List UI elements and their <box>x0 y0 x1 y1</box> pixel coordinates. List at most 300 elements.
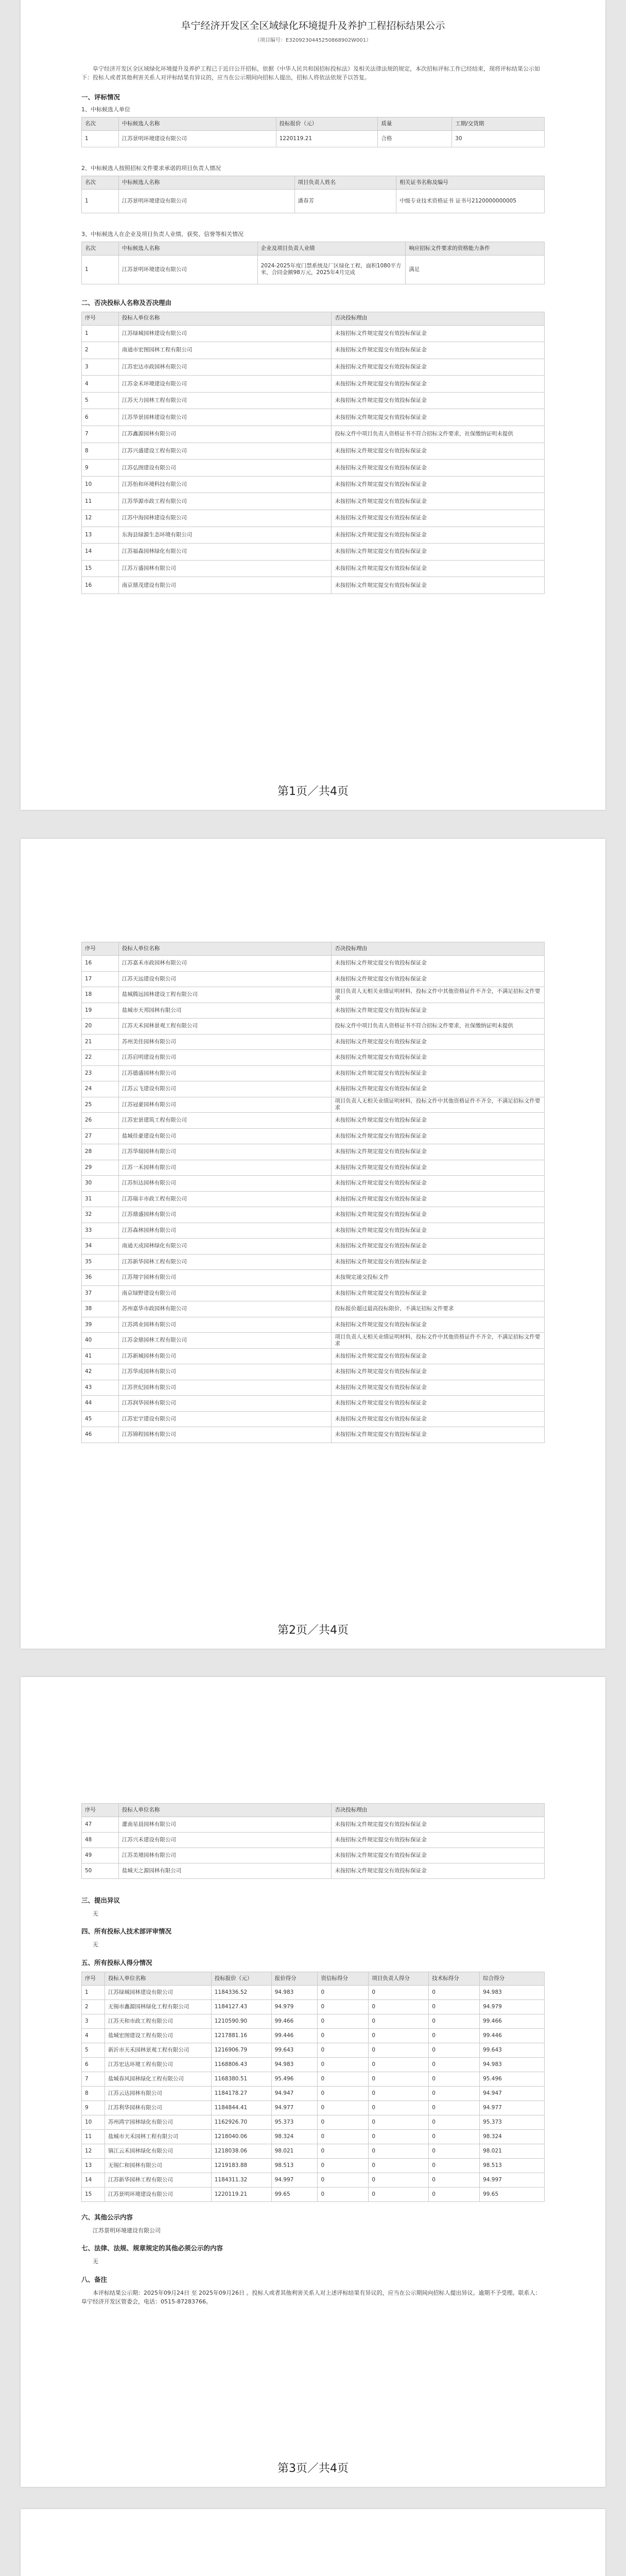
table-cell: 未按招标文件规定提交有效投标保证金 <box>332 1065 545 1081</box>
table-cell: 94.977 <box>271 2100 318 2115</box>
table-row <box>82 956 545 972</box>
table-cell: 0 <box>369 1999 429 2014</box>
document-page-4 <box>21 2509 605 2576</box>
table-cell: 13 <box>82 527 119 544</box>
table-cell: 19 <box>82 1003 119 1019</box>
table-cell: 未按招标文件规定提交有效投标保证金 <box>332 1003 545 1019</box>
table-cell: 0 <box>318 2100 369 2115</box>
table-cell: 0 <box>429 2115 480 2129</box>
table-row <box>82 1144 545 1160</box>
column-header: 项目负责人姓名 <box>294 176 396 189</box>
table-cell: 江苏一禾园林有限公司 <box>118 1160 332 1176</box>
table-row <box>82 1333 545 1349</box>
table-cell: 98.324 <box>271 2129 318 2144</box>
table-cell: 江苏华源市政工程有限公司 <box>118 493 332 510</box>
table-header-row <box>82 942 545 956</box>
table-cell: 盐城春风园林绿化工程有限公司 <box>105 2072 211 2086</box>
table-cell: 盐城天之源园林有限公司 <box>118 1863 332 1879</box>
table-cell: 95.373 <box>271 2115 318 2129</box>
table-cell: 江苏华瑞园林有限公司 <box>118 1144 332 1160</box>
table-cell: 江苏鼎盛园林有限公司 <box>118 1207 332 1223</box>
table-cell: 江苏绿城园林建设有限公司 <box>105 1985 211 1999</box>
section-heading-1: 一、评标情况 <box>81 93 120 101</box>
table-cell: 0 <box>429 2086 480 2100</box>
table-cell: 0 <box>369 2086 429 2100</box>
table-cell: 江苏鸿业园林有限公司 <box>118 1317 332 1333</box>
table-cell: 24 <box>82 1081 119 1097</box>
table-cell: 盐城市天邦园林有限公司 <box>118 1003 332 1019</box>
table-cell: 未按招标文件规定提交有效投标保证金 <box>332 1144 545 1160</box>
table-cell: 0 <box>318 2057 369 2072</box>
table-cell: 1162926.70 <box>211 2115 271 2129</box>
table-cell: 投标文件中项目负责人资格证书不符合招标文件要求，社保缴纳证明未提供 <box>332 1019 545 1035</box>
table-cell: 江苏景明环境建设有限公司 <box>105 2187 211 2201</box>
table-row <box>82 1833 545 1848</box>
table-cell: 31 <box>82 1191 119 1207</box>
table-cell: 江苏冠豪园林有限公司 <box>118 1097 332 1113</box>
table-cell: 0 <box>369 2100 429 2115</box>
table-cell: 未按招标文件规定提交有效投标保证金 <box>332 1364 545 1380</box>
table-cell: 12 <box>82 510 119 527</box>
table-cell: 14 <box>82 544 119 561</box>
table-cell: 江苏新华园林工程有限公司 <box>105 2173 211 2187</box>
table-cell: 98.324 <box>480 2129 545 2144</box>
table-cell: 20 <box>82 1019 119 1035</box>
table-row <box>82 560 545 577</box>
table-cell: 9 <box>82 460 119 477</box>
document-page-2 <box>21 839 605 1649</box>
table-cell: 94.947 <box>480 2086 545 2100</box>
table-cell: 94.983 <box>271 1985 318 1999</box>
table-cell: 32 <box>82 1207 119 1223</box>
table-row <box>82 1065 545 1081</box>
table-cell: 35 <box>82 1254 119 1270</box>
table-cell: 5 <box>82 392 119 409</box>
table-cell: 未按招标文件规定提交有效投标保证金 <box>332 1285 545 1301</box>
table-row <box>82 1254 545 1270</box>
table-cell: 南京绿野建设有限公司 <box>118 1285 332 1301</box>
table-cell: 无锡市鑫源园林绿化工程有限公司 <box>105 1999 211 2014</box>
table-row <box>82 1348 545 1364</box>
table-row <box>82 1003 545 1019</box>
page-number-3: 第3页／共4页 <box>277 2462 349 2475</box>
table-row <box>82 325 545 342</box>
table-cell: 江苏华成园林有限公司 <box>118 1364 332 1380</box>
column-header: 综合得分 <box>480 1972 545 1985</box>
table-row <box>82 493 545 510</box>
project-manager-table <box>81 176 545 213</box>
table-cell: 99.466 <box>271 2014 318 2028</box>
section-heading-8: 八、备注 <box>81 2275 108 2283</box>
table-row <box>82 2115 545 2129</box>
table-cell: 94.979 <box>480 1999 545 2014</box>
table-cell: 2 <box>82 1999 105 2014</box>
table-cell: 0 <box>429 2158 480 2173</box>
table-row <box>82 255 545 284</box>
table-cell: 2024-2025年度门禁系统及厂区绿化工程，面积1080平方米，合同金额98万元，2025年4月完成 <box>257 255 406 284</box>
table-cell: 0 <box>318 2115 369 2129</box>
table-cell: 1168380.51 <box>211 2072 271 2086</box>
table-cell: 18 <box>82 987 119 1003</box>
table-cell: 未按招标文件规定提交有效投标保证金 <box>332 1427 545 1443</box>
table-cell: 94.983 <box>271 2057 318 2072</box>
table-cell: 30 <box>82 1176 119 1192</box>
table-cell: 江苏金鼎园林工程有限公司 <box>118 1333 332 1349</box>
column-header: 投标人单位名称 <box>118 942 332 956</box>
table-row <box>82 1019 545 1035</box>
table-cell: 17 <box>82 971 119 987</box>
table-cell: 42 <box>82 1364 119 1380</box>
table-cell: 项目负责人无相关业绩证明材料，投标文件中其他资格证件不齐全，不满足招标文件要求 <box>332 1333 545 1349</box>
table-cell: 7 <box>82 2072 105 2086</box>
table-cell: 江苏金禾环境建设有限公司 <box>118 376 332 393</box>
rejected-bidders-table-part-2 <box>81 942 545 1443</box>
table-row <box>82 1207 545 1223</box>
table-cell: 30 <box>452 130 545 147</box>
table-cell: 未按招标文件规定提交有效投标保证金 <box>332 325 545 342</box>
table-cell: 江苏宏达环境工程有限公司 <box>105 2057 211 2072</box>
table-cell: 未按招标文件规定提交有效投标保证金 <box>332 1176 545 1192</box>
table-cell: 43 <box>82 1380 119 1396</box>
table-cell: 未按招标文件规定提交有效投标保证金 <box>332 560 545 577</box>
table-cell: 50 <box>82 1863 119 1879</box>
table-cell: 江苏绿城园林建设有限公司 <box>118 325 332 342</box>
column-header: 技术标得分 <box>429 1972 480 1985</box>
table-cell: 未按招标文件规定提交有效投标保证金 <box>332 1160 545 1176</box>
table-cell: 3 <box>82 359 119 376</box>
table-row <box>82 577 545 594</box>
table-cell: 38 <box>82 1301 119 1317</box>
table-cell: 0 <box>318 2043 369 2057</box>
table-cell: 江苏宏景建筑工程有限公司 <box>118 1113 332 1129</box>
table-cell: 投标文件中项目负责人资格证书不符合招标文件要求，社保缴纳证明未提供 <box>332 426 545 443</box>
column-header: 投标报价（元） <box>276 117 378 130</box>
table-cell: 95.496 <box>271 2072 318 2086</box>
table-cell: 0 <box>318 1985 369 1999</box>
table-cell: 33 <box>82 1223 119 1239</box>
table-cell: 1184844.41 <box>211 2100 271 2115</box>
table-row <box>82 189 545 213</box>
table-cell: 1220119.21 <box>211 2187 271 2201</box>
table-cell: 1218038.06 <box>211 2144 271 2158</box>
table-cell: 盐城宏图建设工程有限公司 <box>105 2028 211 2043</box>
table-cell: 10 <box>82 476 119 493</box>
column-header: 工期/交货期 <box>452 117 545 130</box>
table-row <box>82 1863 545 1879</box>
section-heading-2: 二、否决投标人名称及否决理由 <box>81 298 172 307</box>
table-cell: 未按招标文件规定提交有效投标保证金 <box>332 1191 545 1207</box>
table-row <box>82 1317 545 1333</box>
table-cell: 15 <box>82 2187 105 2201</box>
table-cell: 江苏嘉禾市政园林有限公司 <box>118 956 332 972</box>
table-cell: 江苏新华园林工程有限公司 <box>118 1254 332 1270</box>
table-cell: 江苏景明环境建设有限公司 <box>118 189 294 213</box>
table-row <box>82 2043 545 2057</box>
table-cell: 34 <box>82 1239 119 1255</box>
table-row <box>82 527 545 544</box>
table-cell: 未按招标文件规定提交有效投标保证金 <box>332 1380 545 1396</box>
page-number-1: 第1页／共4页 <box>277 785 349 798</box>
table-row <box>82 376 545 393</box>
table-cell: 0 <box>429 1999 480 2014</box>
table-cell: 未按招标文件规定提交有效投标保证金 <box>332 1396 545 1412</box>
table-row <box>82 2100 545 2115</box>
table-cell: 项目负责人无相关业绩证明材料，投标文件中其他资格证件不齐全，不满足招标文件要求 <box>332 987 545 1003</box>
column-header: 中标候选人名称 <box>118 242 257 255</box>
column-header: 中标候选人名称 <box>118 117 276 130</box>
table-cell: 未按招标文件规定提交有效投标保证金 <box>332 392 545 409</box>
column-header: 投标人单位名称 <box>105 1972 211 1985</box>
table-cell: 26 <box>82 1113 119 1129</box>
table-cell: 潘春芳 <box>294 189 396 213</box>
table-cell: 项目负责人无相关业绩证明材料，投标文件中其他资格证件不齐全，不满足招标文件要求 <box>332 1097 545 1113</box>
table-cell: 盐城市天禾园林工程有限公司 <box>105 2129 211 2144</box>
table-cell: 49 <box>82 1848 119 1863</box>
table-row <box>82 1817 545 1833</box>
table-cell: 48 <box>82 1833 119 1848</box>
table-cell: 0 <box>369 1985 429 1999</box>
table-cell: 江苏云达园林有限公司 <box>105 2086 211 2100</box>
table-cell: 99.466 <box>480 2014 545 2028</box>
table-cell: 江苏鑫源园林有限公司 <box>118 426 332 443</box>
table-row <box>82 1270 545 1286</box>
table-cell: 0 <box>369 2043 429 2057</box>
table-row <box>82 1364 545 1380</box>
table-cell: 江苏天力园林工程有限公司 <box>118 392 332 409</box>
section-8-text: 本评标结果公示期：2025年09月24日 至 2025年09月26日 。投标人或者其他利害关系人对上述评标结果有异议的，应当在公示期间向招标人提出异议。逾期不予受理。联系人：阜宁经济开发区管委会，电话：0515-87283766。 <box>81 2289 541 2306</box>
table-cell: 1217881.16 <box>211 2028 271 2043</box>
table-cell: 0 <box>369 2057 429 2072</box>
table-cell: 94.947 <box>271 2086 318 2100</box>
table-row <box>82 426 545 443</box>
table-row <box>82 409 545 426</box>
table-cell: 未按招标文件规定提交有效投标保证金 <box>332 971 545 987</box>
document-page-1 <box>21 0 605 810</box>
table-cell: 灌南星晨园林有限公司 <box>118 1817 332 1833</box>
table-cell: 6 <box>82 2057 105 2072</box>
table-cell: 1219183.88 <box>211 2158 271 2173</box>
table-row <box>82 2028 545 2043</box>
table-cell: 未按招标文件规定提交有效投标保证金 <box>332 1833 545 1848</box>
table-cell: 98.513 <box>480 2158 545 2173</box>
section-4-text: 无 <box>93 1941 98 1948</box>
column-header: 企业及项目负责人业绩 <box>257 242 406 255</box>
table-cell: 0 <box>429 2187 480 2201</box>
table-cell: 1168806.43 <box>211 2057 271 2072</box>
table-cell: 江苏兴盛建设工程有限公司 <box>118 443 332 460</box>
column-header: 项目负责人得分 <box>369 1972 429 1985</box>
table-row <box>82 1050 545 1066</box>
table-row <box>82 510 545 527</box>
table-cell: 0 <box>369 2129 429 2144</box>
table-row <box>82 1191 545 1207</box>
table-row <box>82 476 545 493</box>
table-cell: 1210590.90 <box>211 2014 271 2028</box>
table-row <box>82 1985 545 1999</box>
table-cell: 未按招标文件规定提交有效投标保证金 <box>332 1317 545 1333</box>
table-header-row <box>82 176 545 189</box>
table-row <box>82 2144 545 2158</box>
table-cell: 39 <box>82 1317 119 1333</box>
table-cell: 0 <box>369 2144 429 2158</box>
table-cell: 未按招标文件规定提交有效投标保证金 <box>332 460 545 477</box>
table-cell: 未按招标文件规定提交有效投标保证金 <box>332 1863 545 1879</box>
table-cell: 未按招标文件规定提交有效投标保证金 <box>332 577 545 594</box>
table-cell: 94.979 <box>271 1999 318 2014</box>
table-cell: 江苏华景园林建设有限公司 <box>118 409 332 426</box>
table-cell: 46 <box>82 1427 119 1443</box>
table-cell: 13 <box>82 2158 105 2173</box>
table-cell: 江苏福森园林绿化有限公司 <box>118 544 332 561</box>
table-cell: 0 <box>429 2144 480 2158</box>
table-cell: 江苏宏宇建设有限公司 <box>118 1411 332 1427</box>
table-row <box>82 359 545 376</box>
table-row <box>82 1411 545 1427</box>
table-cell: 江苏森林园林有限公司 <box>118 1223 332 1239</box>
table-cell: 1 <box>82 1985 105 1999</box>
table-cell: 1220119.21 <box>276 130 378 147</box>
table-cell: 苏州鸿宇园林绿化有限公司 <box>105 2115 211 2129</box>
table-cell: 0 <box>318 2028 369 2043</box>
table-cell: 0 <box>429 2043 480 2057</box>
table-row <box>82 2129 545 2144</box>
table-cell: 未按招标文件规定提交有效投标保证金 <box>332 510 545 527</box>
subheading-1-3: 3、中标候选人在企业及项目负责人业绩、获奖、信誉等相关情况 <box>81 230 244 238</box>
document-title: 阜宁经济开发区全区域绿化环境提升及养护工程招标结果公示 <box>181 20 445 31</box>
table-row <box>82 443 545 460</box>
section-heading-5: 五、所有投标人得分情况 <box>81 1958 152 1967</box>
table-cell: 江苏天和市政工程有限公司 <box>105 2014 211 2028</box>
table-row <box>82 1239 545 1255</box>
table-cell: 未按招标文件规定提交有效投标保证金 <box>332 1113 545 1129</box>
table-cell: 南通天成园林绿化有限公司 <box>118 1239 332 1255</box>
table-cell: 47 <box>82 1817 119 1833</box>
table-cell: 37 <box>82 1285 119 1301</box>
table-row <box>82 1176 545 1192</box>
table-cell: 江苏景明环境建设有限公司 <box>118 255 257 284</box>
table-row <box>82 987 545 1003</box>
table-cell: 0 <box>369 2187 429 2201</box>
table-cell: 未按招标文件规定提交有效投标保证金 <box>332 1223 545 1239</box>
table-cell: 未按招标文件规定提交有效投标保证金 <box>332 1254 545 1270</box>
column-header: 序号 <box>82 1972 105 1985</box>
table-row <box>82 342 545 359</box>
table-row <box>82 2187 545 2201</box>
table-cell: 21 <box>82 1034 119 1050</box>
table-cell: 投标报价超过最高投标限价，不满足招标文件要求 <box>332 1301 545 1317</box>
subheading-1-2: 2、中标候选人按照招标文件要求承诺的项目负责人情况 <box>81 164 221 172</box>
table-cell: 江苏德盛园林有限公司 <box>118 1065 332 1081</box>
table-cell: 4 <box>82 2028 105 2043</box>
table-cell: 未按招标文件规定提交有效投标保证金 <box>332 1817 545 1833</box>
table-cell: 22 <box>82 1050 119 1066</box>
table-cell: 0 <box>429 2100 480 2115</box>
table-cell: 苏州美佳园林有限公司 <box>118 1034 332 1050</box>
table-cell: 98.021 <box>271 2144 318 2158</box>
column-header: 投标人单位名称 <box>118 312 332 325</box>
table-cell: 0 <box>429 2057 480 2072</box>
table-row <box>82 544 545 561</box>
table-cell: 1 <box>82 325 119 342</box>
column-header: 名次 <box>82 117 119 130</box>
table-cell: 江苏利华园林有限公司 <box>105 2100 211 2115</box>
column-header: 报价得分 <box>271 1972 318 1985</box>
project-code: （项目编号：E3209230445250868902W001） <box>254 37 372 43</box>
table-cell: 94.997 <box>480 2173 545 2187</box>
table-row <box>82 1160 545 1176</box>
candidate-table <box>81 117 545 147</box>
table-cell: 40 <box>82 1333 119 1349</box>
table-cell: 6 <box>82 409 119 426</box>
table-cell: 南通市宏图园林工程有限公司 <box>118 342 332 359</box>
table-cell: 未按招标文件规定提交有效投标保证金 <box>332 493 545 510</box>
rejected-bidders-table-part-3 <box>81 1803 545 1879</box>
subheading-1-1: 1、中标候选人单位 <box>81 106 130 113</box>
table-cell: 2 <box>82 342 119 359</box>
table-cell: 11 <box>82 2129 105 2144</box>
column-header: 名次 <box>82 176 119 189</box>
table-row <box>82 2086 545 2100</box>
table-cell: 4 <box>82 376 119 393</box>
table-header-row <box>82 312 545 325</box>
table-row <box>82 2173 545 2187</box>
performance-table <box>81 242 545 284</box>
table-cell: 江苏启明建设有限公司 <box>118 1050 332 1066</box>
table-cell: 江苏天远建设有限公司 <box>118 971 332 987</box>
table-cell: 0 <box>369 2072 429 2086</box>
table-cell: 盐城腾远园林建设工程有限公司 <box>118 987 332 1003</box>
table-cell: 江苏天禾园林景观工程有限公司 <box>118 1019 332 1035</box>
table-cell: 99.65 <box>480 2187 545 2201</box>
table-cell: 11 <box>82 493 119 510</box>
table-cell: 满足 <box>406 255 545 284</box>
table-cell: 12 <box>82 2144 105 2158</box>
table-cell: 99.446 <box>271 2028 318 2043</box>
table-cell: 未按招标文件规定提交有效投标保证金 <box>332 359 545 376</box>
table-row <box>82 1427 545 1443</box>
table-cell: 94.997 <box>271 2173 318 2187</box>
table-cell: 江苏宏达市政园林有限公司 <box>118 359 332 376</box>
table-row <box>82 460 545 477</box>
table-row <box>82 130 545 147</box>
table-row <box>82 1285 545 1301</box>
rejected-bidders-table-part-1 <box>81 312 545 595</box>
table-cell: 23 <box>82 1065 119 1081</box>
section-6-text: 江苏景明环境建设有限公司 <box>93 2227 161 2234</box>
table-cell: 5 <box>82 2043 105 2057</box>
table-cell: 25 <box>82 1097 119 1113</box>
table-header-row <box>82 117 545 130</box>
table-cell: 41 <box>82 1348 119 1364</box>
table-cell: 镇江云禾园林绿化有限公司 <box>105 2144 211 2158</box>
table-cell: 盐城佳豪建设有限公司 <box>118 1128 332 1144</box>
table-cell: 未按招标文件规定提交有效投标保证金 <box>332 544 545 561</box>
table-cell: 0 <box>429 2072 480 2086</box>
table-cell: 南京鼎茂建设有限公司 <box>118 577 332 594</box>
table-cell: 1 <box>82 189 119 213</box>
column-header: 投标人单位名称 <box>118 1804 332 1817</box>
table-row <box>82 2072 545 2086</box>
table-cell: 江苏翔宇园林有限公司 <box>118 1270 332 1286</box>
table-cell: 新沂市天禾园林景观工程有限公司 <box>105 2043 211 2057</box>
table-cell: 7 <box>82 426 119 443</box>
table-cell: 95.373 <box>480 2115 545 2129</box>
table-cell: 未按招标文件规定提交有效投标保证金 <box>332 443 545 460</box>
table-cell: 1216906.79 <box>211 2043 271 2057</box>
table-cell: 94.983 <box>480 1985 545 1999</box>
table-cell: 8 <box>82 443 119 460</box>
table-cell: 0 <box>318 2173 369 2187</box>
